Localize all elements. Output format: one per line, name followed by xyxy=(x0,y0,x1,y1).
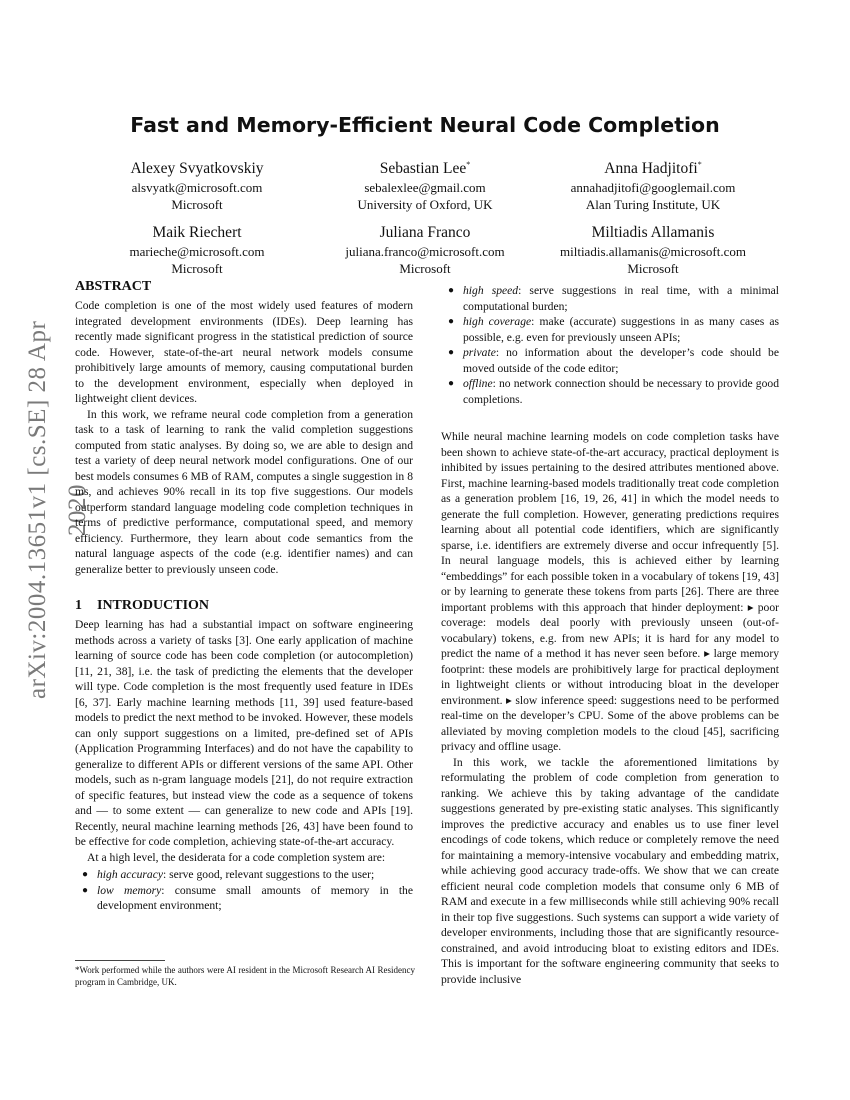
list-item: ● high accuracy: serve good, relevant suggestions to the user; xyxy=(82,868,375,881)
author-name: Miltiadis Allamanis xyxy=(591,224,715,242)
author-email: alsvyatk@microsoft.com xyxy=(131,180,263,196)
introduction-paragraph: At a high level, the desiderata for a code completion system are: xyxy=(87,850,386,864)
right-column xyxy=(441,283,779,987)
author-name: Sebastian Lee* xyxy=(379,160,471,178)
left-column xyxy=(75,278,413,914)
author-affiliation: Alan Turing Institute, UK xyxy=(585,197,721,213)
author-block xyxy=(533,155,773,213)
footnote-divider xyxy=(75,960,165,961)
author-name: Alexey Svyatkovskiy xyxy=(130,160,264,178)
list-item: ● offline: no network connection should be necessary to provide good completions. xyxy=(448,377,779,406)
author-affiliation: Microsoft xyxy=(171,261,223,277)
list-item: ● high coverage: make (accurate) suggestions in as many cases as possible, e.g. even for previously unseen APIs; xyxy=(448,315,779,344)
body-paragraph: While neural machine learning models on code completion tasks have been shown to achieve state-of-the-art accuracy, practical deployment is inhibited by issues pertaining to the desired attributes mentioned above. First, machine learning-based models traditionally treat code completion as a generation problem [16, 19, 26, 41] in which the model needs to generate the full completion. However, generating predictions requires learning about all potential code identifiers, which are significantly sparse, i.e. identifiers are extremely diverse and occur infrequently [5]. In neural language models, this is achieved either by learning “embeddings” for each possible token in a vocabulary of tokens [19, 43] or by learning to generate these tokens from parts [26]. There are three important problems with this approach that hinder deployment: ▸ poor coverage: models deal poorly with previously unseen (out-of-vocabulary) tokens, e.g. from new APIs; it is hard for any model to predict the name of a method it has never seen before. ▸ large memory footprint: these models are prohibitively large for practical deployment in lightweight clients or without introducing bloat in the developer environment. ▸ slow inference speed: suggestions need to be performed real-time on the developer’s CPU. Some of the above problems can be alleviated by moving completion models to the cloud [45], sacrificing privacy and offline usage. xyxy=(441,430,779,753)
author-email: miltiadis.allamanis@microsoft.com xyxy=(560,244,746,260)
author-email: marieche@microsoft.com xyxy=(129,244,265,260)
author-block xyxy=(77,155,317,213)
author-name: Maik Riechert xyxy=(152,224,242,242)
introduction-heading: 1 INTRODUCTION xyxy=(75,598,210,613)
author-affiliation: University of Oxford, UK xyxy=(357,197,493,213)
list-item: ● low memory: consume small amounts of memory in the development environment; xyxy=(82,883,413,912)
body-paragraph: In this work, we tackle the aforementioned limitations by reformulating the problem of code completion from generation to ranking. We achieve this by taking advantage of the candidate suggestions generated by pre-existing static analyses. This significantly improves the predictive accuracy and enables us to use finer level encodings of code tokens, which reduce or completely remove the need for maintaining a memory-intensive vocabulary and embedding matrix, while achieving good accuracy trade-offs. We show that we can create efficient neural code completion models that consume only 6 MB of RAM and execute in a few milliseconds while still achieving 90% recall in their top five suggestions. Such systems can support a wide variety of developer environments, including those that are significantly resource-constrained, and avoid introducing bloat to existing editors and IDEs. This is important for the software engineering community that seeks to provide inclusive xyxy=(441,755,779,986)
author-email: juliana.franco@microsoft.com xyxy=(345,244,505,260)
desiderata-list-continued xyxy=(441,283,779,407)
author-name: Juliana Franco xyxy=(379,224,471,242)
list-item: ● private: no information about the developer’s code should be moved outside of the code editor; xyxy=(448,346,779,375)
author-block xyxy=(77,219,317,277)
author-name: Anna Hadjitofi* xyxy=(604,160,702,178)
author-block xyxy=(533,219,773,277)
abstract-paragraph: In this work, we reframe neural code completion from a generation task to a task of learning to rank the valid completion suggestions computed from static analyses. By doing so, we are able to design and test a variety of deep neural network model configurations. One of our best models consumes 6 MB of RAM, computes a single suggestion in 8 ms, and achieves 90% recall in its top five suggestions. Our models outperform standard language modeling code completion techniques in terms of predictive performance, computational speed, and memory efficiency. Furthermore, they learn about code semantics from the natural language aspects of the code (e.g. identifier names) and can generalize better to previously unseen code. xyxy=(75,407,413,576)
footnote: *Work performed while the authors were AI resident in the Microsoft Research AI Residency program in Cambridge, UK. xyxy=(75,965,415,987)
list-item: ● high speed: serve suggestions in real time, with a minimal computational burden; xyxy=(448,284,779,313)
abstract-heading: ABSTRACT xyxy=(75,279,152,294)
author-email: sebalexlee@gmail.com xyxy=(364,180,486,196)
introduction-paragraph: Deep learning has had a substantial impact on software engineering methods across a variety of tasks [3]. One early application of machine learning of source code has been code completion (or autocompletion) [11, 21, 38], i.e. the task of predicting the elements that the developer will type. Code completion is the most frequently used feature in IDEs [6, 37]. Early machine learning methods [11, 39] used feature-based models to predict the next method to be invoked. However, these models can only support suggestions on a limited, pre-defined set of APIs (Application Programming Interfaces) and do not have the capability to generalize to different APIs or different versions of the same API. Other models, such as n-gram language models [21], do not require extraction of specific features, but instead view the code as a sequence of tokens and — to some extent — can generalize to new code and APIs [19]. Recently, neural machine learning methods [26, 43] have been found to be effective for code completion, achieving state-of-the-art accuracy. xyxy=(75,618,413,848)
author-email: annahadjitofi@googlemail.com xyxy=(570,180,736,196)
arxiv-side-stamp: arXiv:2004.13651v1 [cs.SE] 28 Apr 2020 xyxy=(24,320,91,700)
desiderata-list xyxy=(75,867,413,914)
author-affiliation: Microsoft xyxy=(399,261,451,277)
author-block xyxy=(305,155,545,213)
author-affiliation: Microsoft xyxy=(171,197,223,213)
author-block xyxy=(305,219,545,277)
paper-title: Fast and Memory-Efficient Neural Code Completion xyxy=(130,113,720,137)
abstract-paragraph: Code completion is one of the most widely used features of modern integrated development environments (IDEs). Deep learning has recently made significant progress in the statistical prediction of source code. However, state-of-the-art neural network models consume prohibitively large amounts of memory, causing computational burden to the development environment, especially when deployed in lightweight client devices. xyxy=(75,299,413,405)
author-affiliation: Microsoft xyxy=(627,261,679,277)
